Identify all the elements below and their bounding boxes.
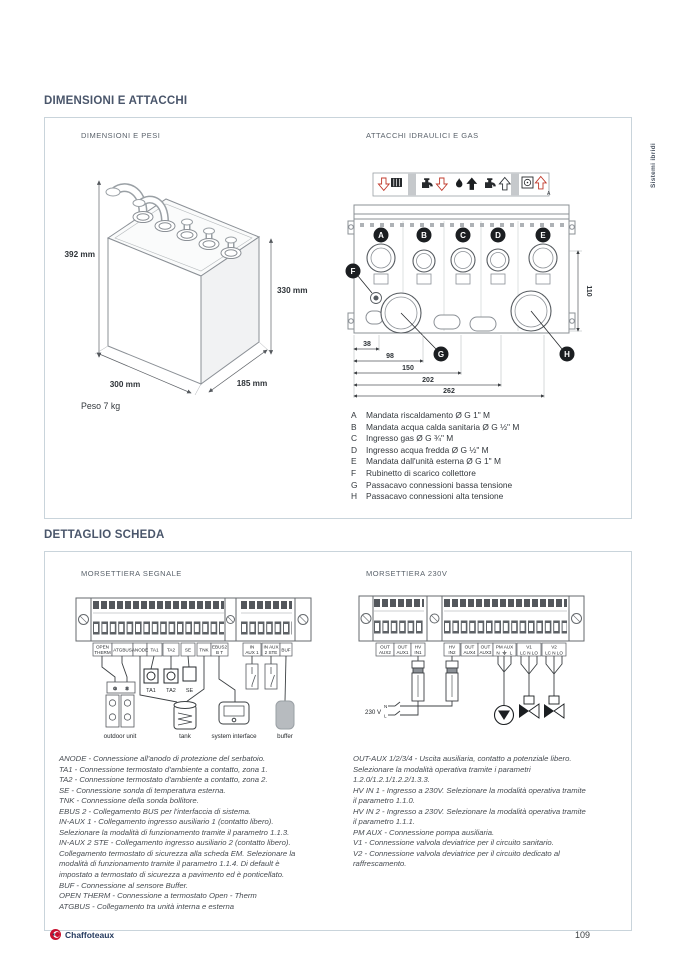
- legend-row: [351, 480, 519, 492]
- dim-185: 185 mm: [236, 379, 268, 388]
- manifold-drawing: [346, 163, 631, 411]
- svg-text:LC N LO: LC N LO: [545, 650, 563, 656]
- supply-voltage-label: 230 V: [365, 709, 382, 716]
- terminal-strip: [76, 598, 311, 641]
- cell-v2: V2: [551, 644, 557, 650]
- svg-text:THERM: THERM: [94, 650, 111, 655]
- cell-open-therm: OPEN: [95, 644, 110, 650]
- supply-n-label: N: [384, 704, 388, 709]
- mdim-262: 262: [443, 388, 455, 395]
- legend-text: Mandata dall'unità esterna Ø G 1" M: [366, 456, 501, 467]
- cell-out-aux3: OUT: [480, 644, 491, 650]
- legend-row: [351, 410, 519, 422]
- cell-ebus2: EBUS2: [211, 644, 228, 650]
- note-line: V2 - Connessione valvola deviatrice per il circuito dedicato al: [353, 848, 560, 858]
- note-line: PM AUX - Connessione pompa ausiliaria.: [353, 827, 495, 837]
- cell-ta1: TA1: [150, 647, 159, 653]
- legend-key: E: [351, 456, 357, 467]
- icon-a-label: A: [547, 191, 551, 197]
- note-line: 1.2.0/1.2.1/1.2.2/1.3.3.: [353, 775, 430, 785]
- legend-key: C: [351, 433, 358, 444]
- svg-text:LC N LO: LC N LO: [520, 650, 538, 656]
- buffer-label: buffer: [277, 733, 293, 740]
- brand-name: Chaffoteaux: [65, 929, 115, 940]
- system-interface-device: [219, 702, 249, 724]
- outdoor-unit-label: outdoor unit: [103, 733, 137, 740]
- strip-separator: [408, 174, 416, 195]
- weight-label: Peso 7 kg: [81, 401, 121, 411]
- note-line: Selezionare la modalità operativa tramite i parametri: [353, 764, 531, 774]
- dim-300: 300 mm: [109, 380, 141, 389]
- buffer-device: [276, 701, 294, 729]
- note-line: TA1 - Connessione termostato d'ambiente a contatto, zona 1.: [59, 764, 268, 774]
- thermostat-devices: [144, 667, 196, 683]
- note-line: OPEN THERM - Connessione a termostato Open - Therm: [59, 891, 257, 901]
- port-g-label: G: [437, 350, 445, 359]
- aux-contact-symbols: [246, 664, 277, 689]
- svg-text:2 STE: 2 STE: [264, 650, 278, 655]
- legend-row: [351, 433, 519, 445]
- signal-notes: [59, 754, 354, 912]
- cell-out-aux1: OUT: [397, 644, 408, 650]
- icon-strip: [373, 173, 551, 197]
- caption-morsettiera-segnale: MORSETTIERA SEGNALE: [81, 569, 182, 578]
- supply-lines: [388, 702, 400, 715]
- mains-notes: [353, 754, 631, 870]
- note-line: SE - Connessione sonda di temperatura esterna.: [59, 785, 226, 795]
- outdoor-unit-device: [106, 682, 135, 727]
- note-line: IN-AUX 1 - Collegamento ingresso ausiliario 1 (contatto libero).: [59, 817, 274, 827]
- cell-hv-in2: HV: [448, 644, 456, 650]
- mdim-38: 38: [363, 341, 371, 348]
- section-title-dimensions: DIMENSIONI E ATTACCHI: [44, 95, 188, 107]
- cell-v1: V1: [526, 644, 532, 650]
- note-line: il parametro 1.1.1.: [353, 817, 415, 827]
- svg-text:AUX3: AUX3: [479, 650, 492, 655]
- cell-in-aux1: IN: [249, 644, 255, 650]
- note-line: TA2 - Connessione termostato d'ambiente a contatto, zona 2.: [59, 775, 268, 785]
- note-line: raffrescamento.: [353, 859, 407, 869]
- note-line: TNK - Connessione della sonda bollitore.: [59, 796, 199, 806]
- cell-in-aux2-ste: IN AUX: [263, 644, 279, 650]
- caption-morsettiera-230v: MORSETTIERA 230V: [366, 569, 448, 578]
- note-line: BUF - Connessione al sensore Buffer.: [59, 880, 189, 890]
- cell-buf: BUF: [281, 647, 291, 653]
- cell-pm-aux: PM AUX: [495, 644, 514, 650]
- legend-text: Passacavo connessioni alta tensione: [366, 491, 504, 502]
- mdim-98: 98: [386, 353, 394, 360]
- cell-tnk: TNK: [199, 647, 209, 653]
- legend-row: [351, 491, 519, 503]
- svg-text:AUX2: AUX2: [378, 650, 392, 655]
- pump-symbol: [495, 656, 514, 725]
- chaffoteaux-logo-icon: [50, 929, 61, 940]
- se-device-label: SE: [185, 688, 194, 694]
- port-b-label: B: [421, 231, 427, 240]
- legend-text: Mandata riscaldamento Ø G 1" M: [366, 410, 490, 420]
- legend-row: [351, 468, 519, 480]
- isometric-unit-drawing: [59, 151, 344, 401]
- mdim-150: 150: [402, 365, 414, 372]
- tank-label: tank: [179, 733, 191, 740]
- legend-key: D: [351, 444, 358, 455]
- svg-text:AUX1: AUX1: [396, 650, 409, 655]
- note-line: EBUS 2 - Collegamento BUS per l'interfaccia di sistema.: [59, 806, 252, 816]
- mains-terminal-board: [353, 589, 625, 749]
- note-line: OUT-AUX 1/2/3/4 - Uscita ausiliaria, contatto a potenziale libero.: [353, 754, 572, 763]
- cell-anode: ANODE: [131, 647, 149, 653]
- dimensions-panel: [44, 117, 632, 519]
- caption-attacchi-idraulici: ATTACCHI IDRAULICI E GAS: [366, 131, 479, 140]
- tank-device: [174, 702, 196, 730]
- svg-text:AUX 1: AUX 1: [245, 650, 259, 655]
- pm-pin-l: L: [509, 650, 513, 656]
- ta2-device-label: TA2: [166, 688, 176, 694]
- cell-hv-in1: HV: [414, 644, 422, 650]
- system-interface-label: system interface: [211, 733, 257, 740]
- svg-text:AUX4: AUX4: [463, 650, 476, 655]
- legend-row: [351, 456, 519, 468]
- legend-key: G: [351, 479, 358, 490]
- cell-out-aux4: OUT: [464, 644, 475, 650]
- svg-text:IN2: IN2: [448, 650, 456, 655]
- port-e-label: E: [540, 231, 546, 240]
- dim-392: 392 mm: [64, 250, 95, 259]
- legend-key: B: [351, 421, 357, 432]
- terminal-strip: [359, 596, 584, 641]
- outdoor-pin-g: G: [113, 686, 117, 691]
- legend-row: [351, 445, 519, 457]
- footer-brand: [50, 929, 114, 940]
- cell-out-aux2: OUT: [380, 644, 390, 650]
- legend-text: Ingresso acqua fredda Ø G ½" M: [366, 444, 489, 455]
- port-c-label: C: [460, 231, 466, 240]
- legend-text: Passacavo connessioni bassa tensione: [366, 479, 513, 490]
- ta1-device-label: TA1: [146, 688, 156, 694]
- port-d-label: D: [495, 231, 501, 240]
- supply-l-label: L: [384, 713, 387, 719]
- mdim-202: 202: [422, 377, 434, 384]
- note-line: Collegamento termostato di sicurezza alla scheda EM. Selezionare la: [59, 848, 296, 858]
- note-line: Selezionare la modalità di funzionamento tramite il parametro 1.1.3.: [59, 827, 290, 837]
- note-line: il parametro 1.1.0.: [353, 796, 415, 806]
- dim-330: 330 mm: [277, 286, 308, 295]
- note-line: impostato a termostato di sicurezza a pavimento ed è ponticellato.: [59, 870, 285, 880]
- legend-text: Rubinetto di scarico collettore: [366, 467, 476, 478]
- legend-text: Ingresso gas Ø G ¾" M: [366, 433, 454, 444]
- legend-key: F: [351, 467, 357, 478]
- svg-text:IN1: IN1: [414, 650, 422, 655]
- hv-cables: [400, 656, 458, 715]
- note-line: modalità di funzionamento tramite il parametro 1.1.4. Di default è: [59, 859, 280, 869]
- ports-legend: [351, 410, 519, 503]
- note-line: HV IN 2 - Ingresso a 230V. Selezionare la modalità operativa tramite: [353, 806, 586, 816]
- svg-text:B T: B T: [215, 650, 224, 655]
- pm-pin-n: N: [496, 650, 500, 656]
- legend-text: Mandata acqua calda sanitaria Ø G ½" M: [366, 421, 520, 432]
- board-panel: [44, 551, 632, 931]
- legend-key: H: [351, 491, 358, 502]
- valve-v2-symbol: [544, 656, 564, 718]
- valve-v1-symbol: [519, 656, 539, 718]
- port-h-label: H: [564, 350, 570, 359]
- section-title-board: DETTAGLIO SCHEDA: [44, 529, 165, 541]
- side-section-label: Sistemi ibridi: [650, 142, 657, 188]
- strip-separator: [511, 174, 519, 195]
- page-number: 109: [574, 930, 590, 940]
- note-line: HV IN 1 - Ingresso a 230V. Selezionare la modalità operativa tramite: [353, 785, 586, 795]
- caption-dimensioni-pesi: DIMENSIONI E PESI: [81, 131, 161, 140]
- cell-atgbus: ATGBUS: [113, 647, 132, 653]
- legend-key: A: [351, 410, 357, 420]
- note-line: IN-AUX 2 STE - Collegamento ingresso ausiliario 2 (contatto libero).: [59, 838, 291, 848]
- port-f-label: F: [350, 267, 356, 276]
- note-line: V1 - Connessione valvola deviatrice per il circuito sanitario.: [353, 838, 554, 848]
- legend-row: [351, 422, 519, 434]
- cell-se: SE: [184, 647, 192, 653]
- note-line: ATGBUS - Collegamento tra unità interna e esterna: [59, 901, 235, 911]
- port-a-label: A: [378, 231, 384, 240]
- cell-ta2: TA2: [166, 647, 176, 653]
- note-line: ANODE - Connessione all'anodo di protezione del serbatoio.: [59, 754, 266, 763]
- mdim-110: 110: [585, 285, 592, 297]
- signal-terminal-board: [59, 589, 351, 749]
- outdoor-pin-s: S: [125, 686, 129, 691]
